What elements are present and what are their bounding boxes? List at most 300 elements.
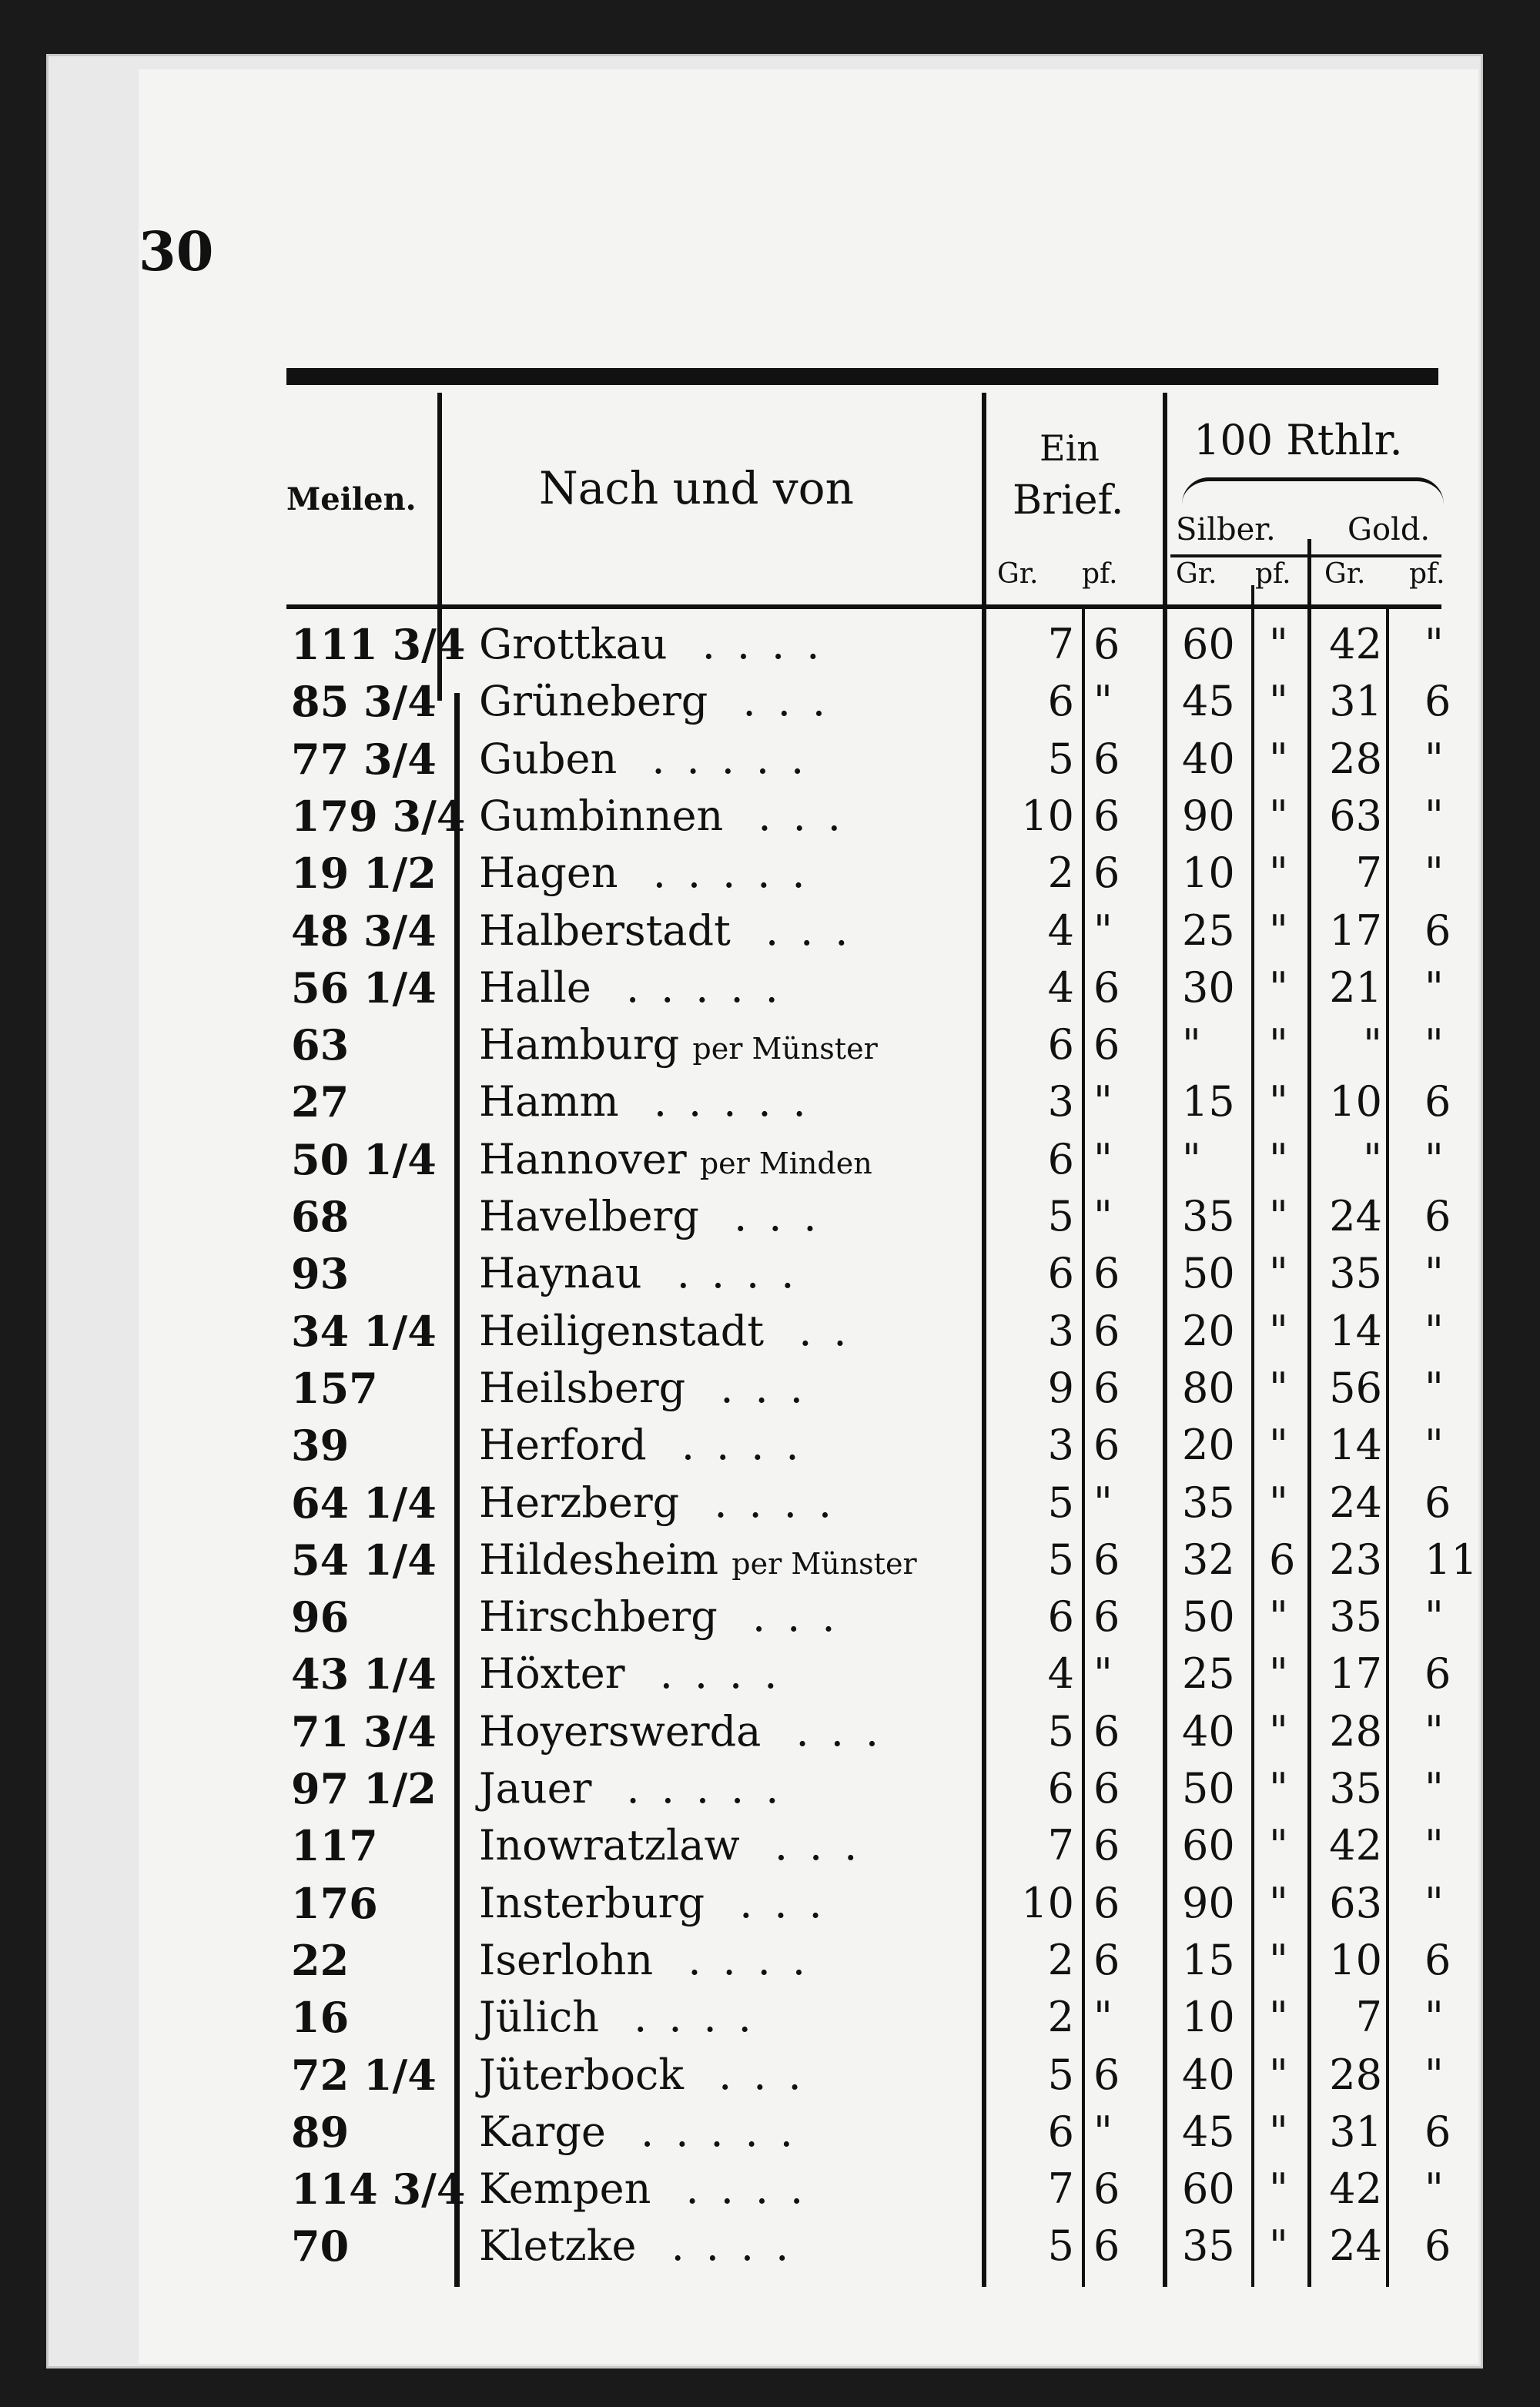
brief-gr-cell: 6 <box>1047 2107 1074 2156</box>
table-row <box>0 731 1540 788</box>
header-gold-gr: Gr. <box>1324 558 1366 590</box>
destination-cell <box>479 845 827 902</box>
destination-cell <box>479 1417 821 1474</box>
brief-gr-cell: 7 <box>1047 2164 1074 2214</box>
table-row <box>0 673 1540 730</box>
silber-gr-cell: 45 <box>1182 677 1235 726</box>
header-destination: Nach und von <box>539 462 854 514</box>
meilen-cell: 77 3/4 <box>291 734 437 784</box>
silber-pf-cell: " <box>1269 1706 1288 1756</box>
brief-pf-cell: 6 <box>1093 1535 1120 1584</box>
via-note: per Münster <box>732 1546 917 1581</box>
meilen-cell: 48 3/4 <box>291 906 437 956</box>
silber-gr-cell: 20 <box>1182 1421 1235 1470</box>
leader-dots: ... <box>723 791 862 840</box>
leader-dots: ... <box>761 1706 901 1756</box>
leader-dots: ... <box>705 1878 844 1927</box>
brief-pf-cell: 6 <box>1093 734 1120 783</box>
silber-pf-cell: " <box>1269 1249 1288 1298</box>
table-row <box>0 1588 1540 1645</box>
gold-pf-cell: " <box>1424 1993 1444 2042</box>
gold-pf-cell: 6 <box>1424 677 1451 726</box>
place-name: Hannover <box>479 1134 687 1183</box>
leader-dots: .. <box>764 1306 869 1355</box>
brief-gr-cell: 6 <box>1047 1134 1074 1183</box>
gold-pf-cell: " <box>1424 2050 1444 2099</box>
place-name: Höxter <box>479 1649 625 1699</box>
meilen-cell: 39 <box>291 1421 350 1471</box>
header-brief: Brief. <box>1013 477 1124 524</box>
silber-gr-cell: 40 <box>1182 1706 1235 1756</box>
silber-gr-cell: 35 <box>1182 1192 1235 1240</box>
destination-cell <box>479 1989 773 2046</box>
brief-gr-cell: 6 <box>1047 1249 1074 1298</box>
brief-gr-cell: 6 <box>1047 1764 1074 1813</box>
place-name: Jauer <box>479 1764 592 1813</box>
place-name: Halberstadt <box>479 906 731 955</box>
gold-gr-cell: 28 <box>1329 1706 1382 1756</box>
leader-dots: .... <box>667 620 842 668</box>
place-name: Haynau <box>479 1249 642 1298</box>
place-name: Kletzke <box>479 2221 637 2271</box>
leader-dots: .... <box>646 1421 821 1470</box>
meilen-cell: 97 1/2 <box>291 1764 437 1813</box>
gold-pf-cell: " <box>1424 1706 1444 1756</box>
destination-cell <box>479 1932 827 1989</box>
gold-pf-cell: " <box>1424 1878 1444 1927</box>
silber-gr-cell: 90 <box>1182 1878 1235 1927</box>
gold-pf-cell: 11 <box>1424 1535 1478 1584</box>
leader-dots: ..... <box>591 1764 801 1813</box>
brief-gr-cell: 2 <box>1047 1935 1074 1984</box>
gold-pf-cell: " <box>1424 1249 1444 1298</box>
meilen-cell: 157 <box>291 1363 378 1413</box>
place-name: Halle <box>479 962 591 1012</box>
silber-pf-cell: " <box>1269 1192 1288 1240</box>
place-name: Hamburg <box>479 1020 680 1070</box>
brief-gr-cell: 5 <box>1047 2050 1074 2099</box>
brief-pf-cell: 6 <box>1093 791 1120 840</box>
destination-cell <box>479 1645 798 1702</box>
table-row <box>0 1073 1540 1130</box>
header-gold-pf: pf. <box>1409 558 1445 590</box>
via-note: per Minden <box>699 1146 872 1180</box>
meilen-cell: 85 3/4 <box>291 677 437 727</box>
leader-dots: ... <box>730 906 870 955</box>
silber-pf-cell: " <box>1269 1478 1288 1527</box>
place-name: Heiligenstadt <box>479 1306 765 1355</box>
gold-gr-cell: 35 <box>1329 1764 1382 1813</box>
meilen-cell: 68 <box>291 1192 350 1241</box>
silber-gr-cell: 60 <box>1182 620 1235 668</box>
via-note: per Münster <box>692 1032 878 1066</box>
silber-gr-cell: 35 <box>1182 2221 1235 2271</box>
brief-gr-cell: 10 <box>1021 791 1074 840</box>
brief-pf-cell: " <box>1093 1649 1113 1699</box>
leader-dots: .... <box>653 1935 827 1984</box>
table-row <box>0 2161 1540 2218</box>
header-silber-gr: Gr. <box>1176 558 1217 590</box>
gold-gr-cell: " <box>1363 1134 1382 1183</box>
gold-gr-cell: 7 <box>1355 849 1382 898</box>
brief-pf-cell: " <box>1093 2107 1113 2156</box>
destination-cell <box>479 673 847 730</box>
gold-gr-cell: 42 <box>1329 1821 1382 1870</box>
silber-gr-cell: 30 <box>1182 962 1235 1012</box>
silber-pf-cell: " <box>1269 1306 1288 1355</box>
silber-gr-cell: 25 <box>1182 906 1235 955</box>
brief-pf-cell: 6 <box>1093 620 1120 668</box>
place-name: Hagen <box>479 849 618 898</box>
brief-pf-cell: 6 <box>1093 1249 1120 1298</box>
gold-gr-cell: 7 <box>1355 1993 1382 2042</box>
destination-cell <box>479 2104 815 2161</box>
silber-gr-cell: 10 <box>1182 1993 1235 2042</box>
leader-dots: .... <box>636 2221 811 2271</box>
gold-gr-cell: 28 <box>1329 2050 1382 2099</box>
place-name: Inowratzlaw <box>479 1821 740 1870</box>
silber-gr-cell: 15 <box>1182 1935 1235 1984</box>
leader-dots: ..... <box>618 1077 828 1127</box>
silber-pf-cell: " <box>1269 1764 1288 1813</box>
gold-gr-cell: 31 <box>1329 677 1382 726</box>
gold-gr-cell: 23 <box>1329 1535 1382 1584</box>
silber-pf-cell: " <box>1269 1649 1288 1699</box>
meilen-cell: 176 <box>291 1878 378 1928</box>
table-row <box>0 2047 1540 2104</box>
meilen-cell: 93 <box>291 1249 350 1299</box>
meilen-cell: 70 <box>291 2221 350 2271</box>
table-row <box>0 1989 1540 2046</box>
brief-pf-cell: 6 <box>1093 1764 1120 1813</box>
silber-gr-cell: 40 <box>1182 2050 1235 2099</box>
gold-gr-cell: 42 <box>1329 2164 1382 2214</box>
gold-pf-cell: " <box>1424 734 1444 783</box>
brief-gr-cell: 6 <box>1047 677 1074 726</box>
meilen-cell: 114 3/4 <box>291 2164 466 2215</box>
destination-cell <box>479 959 800 1016</box>
meilen-cell: 19 1/2 <box>291 849 437 899</box>
table-row <box>0 1016 1540 1073</box>
brief-pf-cell: 6 <box>1093 962 1120 1012</box>
place-name: Grottkau <box>479 620 668 668</box>
brief-gr-cell: 2 <box>1047 1993 1074 2042</box>
brief-gr-cell: 5 <box>1047 1706 1074 1756</box>
meilen-cell: 179 3/4 <box>291 791 466 841</box>
place-name: Grüneberg <box>479 677 708 726</box>
leader-dots: .... <box>599 1993 773 2042</box>
table-row <box>0 788 1540 845</box>
gold-gr-cell: 14 <box>1329 1306 1382 1355</box>
destination-cell <box>479 1875 844 1932</box>
brief-pf-cell: 6 <box>1093 1706 1120 1756</box>
silber-pf-cell: " <box>1269 1421 1288 1470</box>
silber-gr-cell: 40 <box>1182 734 1235 783</box>
brief-pf-cell: 6 <box>1093 2050 1120 2099</box>
destination-cell <box>479 1703 900 1760</box>
silber-pf-cell: " <box>1269 2164 1288 2214</box>
table-row <box>0 2104 1540 2161</box>
brief-gr-cell: 3 <box>1047 1077 1074 1127</box>
silber-pf-cell: " <box>1269 677 1288 726</box>
table-row <box>0 616 1540 673</box>
brief-gr-cell: 7 <box>1047 620 1074 668</box>
brief-gr-cell: 3 <box>1047 1306 1074 1355</box>
gold-pf-cell: " <box>1424 791 1444 840</box>
gold-pf-cell: " <box>1424 1764 1444 1813</box>
header-silber-pf: pf. <box>1255 558 1291 590</box>
brief-gr-cell: 5 <box>1047 2221 1074 2271</box>
meilen-cell: 22 <box>291 1935 350 1985</box>
gold-pf-cell: 6 <box>1424 1649 1451 1699</box>
brief-pf-cell: 6 <box>1093 1935 1120 1984</box>
place-name: Hoyerswerda <box>479 1706 762 1756</box>
leader-dots: .... <box>679 1478 854 1527</box>
gold-gr-cell: 63 <box>1329 1878 1382 1927</box>
destination-cell <box>479 1073 828 1130</box>
destination-cell <box>479 1588 857 1645</box>
gold-pf-cell: " <box>1424 620 1444 668</box>
destination-cell <box>479 902 869 959</box>
silber-pf-cell: " <box>1269 734 1288 783</box>
gold-gr-cell: " <box>1363 1020 1382 1070</box>
gold-gr-cell: 21 <box>1329 962 1382 1012</box>
gold-gr-cell: 10 <box>1329 1935 1382 1984</box>
silber-pf-cell: " <box>1269 1935 1288 1984</box>
table-row <box>0 1303 1540 1360</box>
leader-dots: ... <box>717 1592 857 1642</box>
brief-pf-cell: " <box>1093 1077 1113 1127</box>
gold-pf-cell: " <box>1424 962 1444 1012</box>
silber-gr-cell: 45 <box>1182 2107 1235 2156</box>
silber-pf-cell: " <box>1269 620 1288 668</box>
silber-pf-cell: " <box>1269 906 1288 955</box>
brief-pf-cell: 6 <box>1093 1306 1120 1355</box>
destination-cell <box>479 1760 800 1817</box>
leader-dots: ... <box>698 1192 839 1240</box>
header-brace <box>1182 477 1444 504</box>
gold-pf-cell: 6 <box>1424 1478 1451 1527</box>
page-number: 30 <box>139 219 214 283</box>
table-row <box>0 1245 1540 1302</box>
silber-pf-cell: " <box>1269 1363 1288 1412</box>
gold-gr-cell: 42 <box>1329 620 1382 668</box>
destination-cell <box>479 1532 917 1592</box>
brief-gr-cell: 7 <box>1047 1821 1074 1870</box>
destination-cell <box>479 1016 878 1077</box>
header-rule <box>286 604 1441 609</box>
place-name: Herzberg <box>479 1478 680 1527</box>
gold-pf-cell: " <box>1424 849 1444 898</box>
meilen-cell: 34 1/4 <box>291 1306 437 1356</box>
brief-pf-cell: 6 <box>1093 1363 1120 1412</box>
silber-gr-cell: " <box>1182 1020 1201 1070</box>
gold-pf-cell: " <box>1424 1134 1444 1183</box>
brief-pf-cell: 6 <box>1093 2221 1120 2271</box>
destination-cell <box>479 1245 815 1302</box>
header-brief-gr: Gr. <box>997 558 1039 590</box>
destination-cell <box>479 1475 853 1532</box>
gold-pf-cell: " <box>1424 1592 1444 1642</box>
destination-cell <box>479 1817 879 1874</box>
header-silber: Silber. <box>1176 512 1276 547</box>
gold-gr-cell: 56 <box>1329 1363 1382 1412</box>
meilen-cell: 96 <box>291 1592 350 1642</box>
gold-gr-cell: 35 <box>1329 1592 1382 1642</box>
meilen-cell: 50 1/4 <box>291 1134 437 1184</box>
brief-gr-cell: 2 <box>1047 849 1074 898</box>
gold-pf-cell: " <box>1424 1363 1444 1412</box>
silber-gr-cell: 10 <box>1182 849 1235 898</box>
leader-dots: ... <box>739 1821 879 1870</box>
silber-gr-cell: 80 <box>1182 1363 1235 1412</box>
table-row <box>0 1360 1540 1417</box>
leader-dots: .... <box>651 2164 825 2214</box>
brief-gr-cell: 10 <box>1021 1878 1074 1927</box>
place-name: Karge <box>479 2107 606 2156</box>
brief-gr-cell: 4 <box>1047 906 1074 955</box>
col-rule-meilen-header <box>437 393 442 608</box>
table-row <box>0 1532 1540 1588</box>
meilen-cell: 27 <box>291 1077 350 1127</box>
silber-pf-cell: " <box>1269 2107 1288 2156</box>
meilen-cell: 54 1/4 <box>291 1535 437 1585</box>
silber-pf-cell: " <box>1269 1993 1288 2042</box>
silber-pf-cell: " <box>1269 1592 1288 1642</box>
place-name: Heilsberg <box>479 1363 686 1412</box>
meilen-cell: 64 1/4 <box>291 1478 437 1528</box>
table-row <box>0 902 1540 959</box>
meilen-cell: 72 1/4 <box>291 2050 437 2100</box>
brief-gr-cell: 5 <box>1047 1535 1074 1584</box>
subheader-rule <box>1170 554 1441 557</box>
silber-pf-cell: " <box>1269 791 1288 840</box>
leader-dots: ..... <box>617 734 826 783</box>
silber-gr-cell: 25 <box>1182 1649 1235 1699</box>
gold-gr-cell: 17 <box>1329 1649 1382 1699</box>
destination-cell <box>479 1303 869 1360</box>
silber-gr-cell: 50 <box>1182 1249 1235 1298</box>
gold-pf-cell: " <box>1424 1306 1444 1355</box>
gold-gr-cell: 35 <box>1329 1249 1382 1298</box>
place-name: Guben <box>479 734 618 783</box>
silber-pf-cell: " <box>1269 1020 1288 1070</box>
leader-dots: ..... <box>618 849 827 898</box>
gold-gr-cell: 10 <box>1329 1077 1382 1127</box>
destination-cell <box>479 1360 825 1417</box>
destination-cell <box>479 2047 823 2104</box>
header-meilen: Meilen. <box>286 481 417 517</box>
destination-cell <box>479 788 862 845</box>
table-row <box>0 1760 1540 1817</box>
silber-gr-cell: 50 <box>1182 1764 1235 1813</box>
gold-pf-cell: " <box>1424 1421 1444 1470</box>
silber-pf-cell: " <box>1269 962 1288 1012</box>
table-row <box>0 1817 1540 1874</box>
table-row <box>0 1875 1540 1932</box>
place-name: Hirschberg <box>479 1592 718 1642</box>
meilen-cell: 89 <box>291 2107 350 2157</box>
brief-gr-cell: 3 <box>1047 1421 1074 1470</box>
leader-dots: ... <box>708 677 848 726</box>
brief-pf-cell: " <box>1093 1134 1113 1183</box>
destination-cell <box>479 616 841 673</box>
silber-gr-cell: 20 <box>1182 1306 1235 1355</box>
leader-dots: ..... <box>591 962 800 1012</box>
meilen-cell: 117 <box>291 1821 378 1871</box>
brief-gr-cell: 4 <box>1047 962 1074 1012</box>
table-row <box>0 2218 1540 2275</box>
place-name: Hamm <box>479 1077 619 1127</box>
destination-cell <box>479 2161 825 2218</box>
place-name: Iserlohn <box>479 1935 654 1984</box>
meilen-cell: 56 1/4 <box>291 962 437 1013</box>
silber-gr-cell: 15 <box>1182 1077 1235 1127</box>
destination-cell <box>479 731 825 788</box>
brief-pf-cell: " <box>1093 677 1113 726</box>
table-row <box>0 1417 1540 1474</box>
brief-gr-cell: 9 <box>1047 1363 1074 1412</box>
meilen-cell: 63 <box>291 1020 350 1070</box>
meilen-cell: 16 <box>291 1993 350 2043</box>
silber-gr-cell: 60 <box>1182 1821 1235 1870</box>
gold-pf-cell: " <box>1424 1821 1444 1870</box>
silber-pf-cell: 6 <box>1269 1535 1296 1584</box>
place-name: Herford <box>479 1421 647 1470</box>
table-row <box>0 959 1540 1016</box>
meilen-cell: 111 3/4 <box>291 620 466 669</box>
brief-gr-cell: 6 <box>1047 1020 1074 1070</box>
brief-pf-cell: 6 <box>1093 1878 1120 1927</box>
silber-pf-cell: " <box>1269 1878 1288 1927</box>
gold-pf-cell: 6 <box>1424 1935 1451 1984</box>
gold-pf-cell: " <box>1424 2164 1444 2214</box>
brief-gr-cell: 6 <box>1047 1592 1074 1642</box>
silber-pf-cell: " <box>1269 1077 1288 1127</box>
place-name: Jülich <box>479 1993 599 2042</box>
place-name: Kempen <box>479 2164 651 2214</box>
gold-gr-cell: 24 <box>1329 1192 1382 1240</box>
silber-pf-cell: " <box>1269 2221 1288 2271</box>
brief-gr-cell: 5 <box>1047 1192 1074 1240</box>
brief-pf-cell: " <box>1093 1192 1113 1240</box>
gold-pf-cell: 6 <box>1424 2221 1451 2271</box>
silber-pf-cell: " <box>1269 1821 1288 1870</box>
place-name: Gumbinnen <box>479 791 724 840</box>
header-gold: Gold. <box>1348 512 1431 547</box>
place-name: Havelberg <box>479 1192 699 1240</box>
gold-pf-cell: 6 <box>1424 1192 1451 1240</box>
gold-gr-cell: 24 <box>1329 1478 1382 1527</box>
brief-pf-cell: " <box>1093 1478 1113 1527</box>
destination-cell <box>479 1131 872 1192</box>
brief-pf-cell: " <box>1093 906 1113 955</box>
brief-pf-cell: 6 <box>1093 1592 1120 1642</box>
meilen-cell: 43 1/4 <box>291 1649 437 1699</box>
table-row <box>0 1645 1540 1702</box>
destination-cell <box>479 1188 839 1245</box>
brief-pf-cell: 6 <box>1093 1821 1120 1870</box>
table-row <box>0 1131 1540 1188</box>
place-name: Jüterbock <box>479 2050 684 2099</box>
gold-gr-cell: 63 <box>1329 791 1382 840</box>
brief-pf-cell: 6 <box>1093 1421 1120 1470</box>
leader-dots: .... <box>624 1649 799 1699</box>
place-name: Insterburg <box>479 1878 705 1927</box>
top-rule <box>286 368 1438 385</box>
gold-pf-cell: 6 <box>1424 1077 1451 1127</box>
gold-gr-cell: 24 <box>1329 2221 1382 2271</box>
